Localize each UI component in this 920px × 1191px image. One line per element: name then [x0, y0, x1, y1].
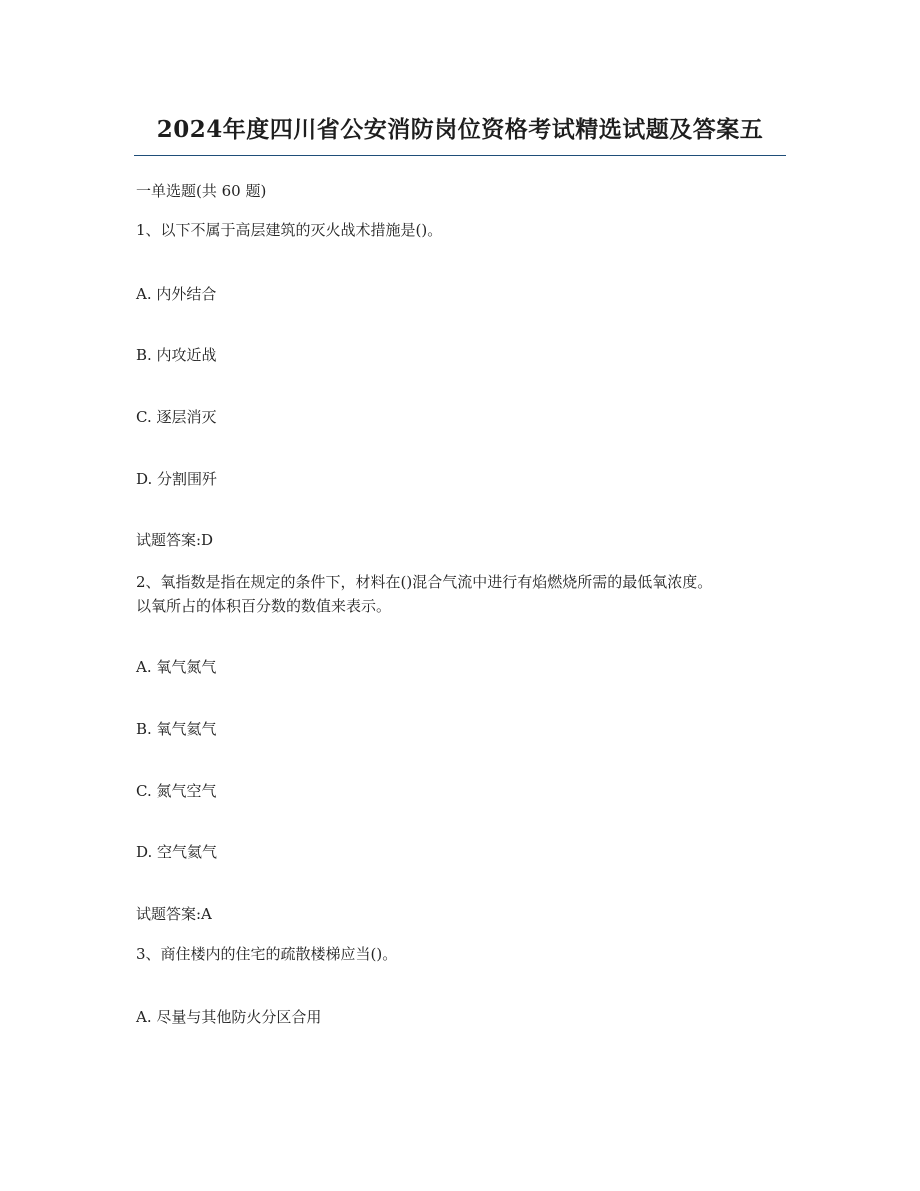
question-1-option-b: B. 内攻近战	[136, 346, 217, 364]
question-2-option-c: C. 氮气空气	[136, 782, 217, 800]
question-3-option-a: A. 尽量与其他防火分区合用	[136, 1008, 322, 1026]
question-2-stem-line-2: 以氧所占的体积百分数的数值来表示。	[136, 597, 392, 615]
question-1-answer: 试题答案:D	[136, 531, 214, 549]
question-2-option-b: B. 氧气氦气	[136, 720, 217, 738]
question-1-option-c: C. 逐层消灭	[136, 408, 217, 426]
section-heading: 一单选题(共 60 题)	[136, 182, 267, 200]
question-2-stem-line-1: 2、氧指数是指在规定的条件下，材料在()混合气流中进行有焰燃烧所需的最低氧浓度。	[136, 573, 713, 591]
question-2-option-a: A. 氧气氮气	[136, 658, 217, 676]
title-divider	[134, 155, 786, 156]
question-1-option-a: A. 内外结合	[136, 285, 217, 303]
question-2-option-d: D. 空气氦气	[136, 843, 218, 861]
question-3-stem: 3、商住楼内的住宅的疏散楼梯应当()。	[136, 945, 398, 963]
question-1-option-d: D. 分割围歼	[136, 470, 218, 488]
document-title: 2024年度四川省公安消防岗位资格考试精选试题及答案五	[156, 116, 764, 143]
question-2-answer: 试题答案:A	[136, 905, 212, 923]
question-1-stem: 1、以下不属于高层建筑的灭火战术措施是()。	[136, 221, 443, 239]
question-2-stem	[136, 570, 796, 618]
